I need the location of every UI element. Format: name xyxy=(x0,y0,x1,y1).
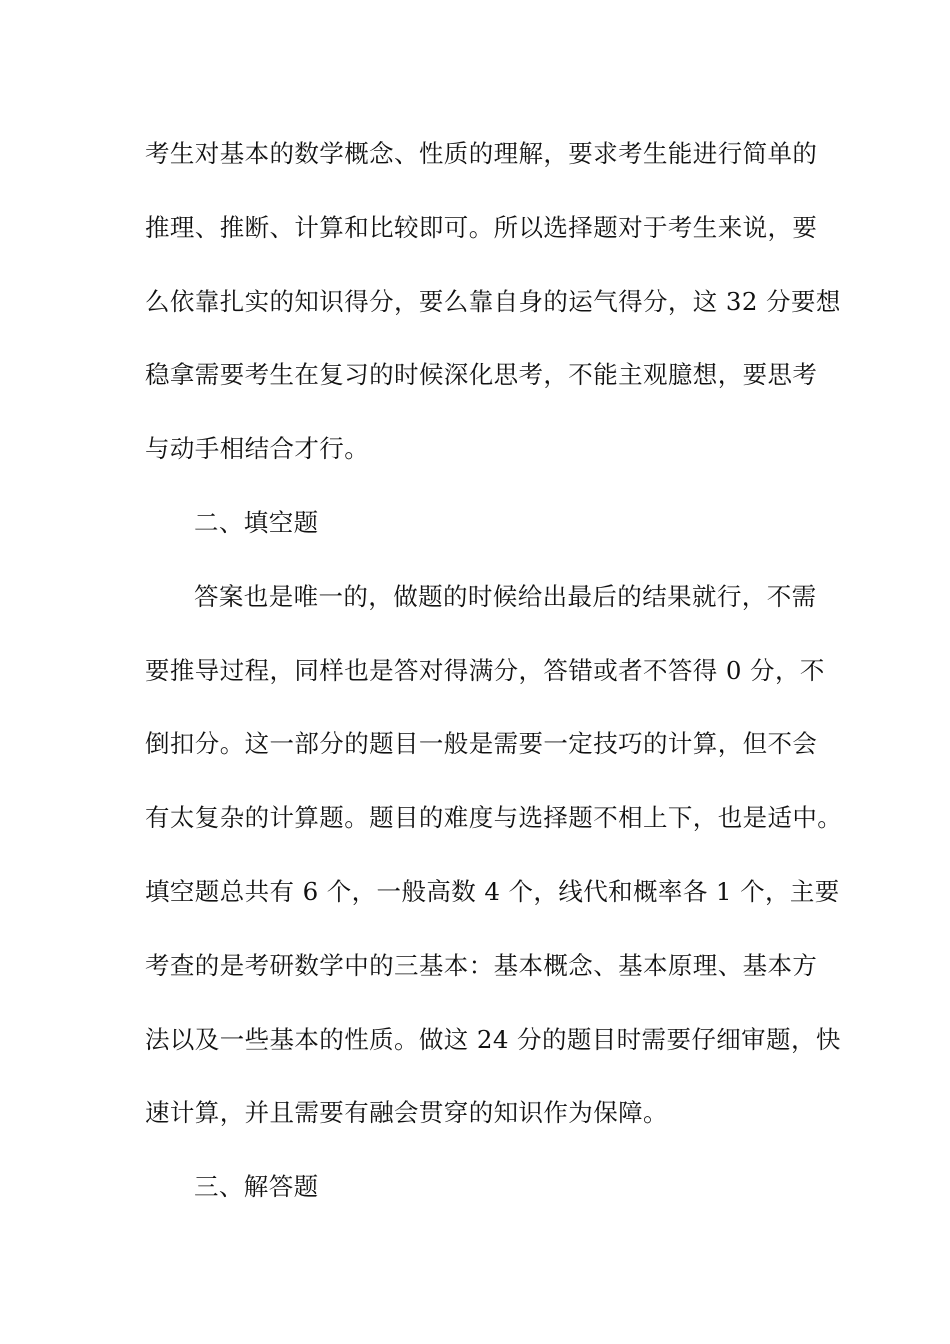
paragraph-line: 么依靠扎实的知识得分，要么靠自身的运气得分，这 32 分要想 xyxy=(145,286,841,316)
paragraph-line: 答案也是唯一的，做题的时候给出最后的结果就行，不需 xyxy=(194,581,817,611)
paragraph-line: 速计算，并且需要有融会贯穿的知识作为保障。 xyxy=(145,1098,668,1128)
paragraph-line: 与动手相结合才行。 xyxy=(145,434,370,464)
paragraph-line: 考生对基本的数学概念、性质的理解，要求考生能进行简单的 xyxy=(145,139,818,168)
paragraph-line: 推理、推断、计算和比较即可。所以选择题对于考生来说，要 xyxy=(145,212,818,242)
document-body xyxy=(145,129,843,1236)
paragraph-line: 法以及一些基本的性质。做这 24 分的题目时需要仔细审题，快 xyxy=(145,1024,841,1054)
paragraph-line: 有太复杂的计算题。题目的难度与选择题不相上下，也是适中。 xyxy=(145,803,843,833)
paragraph-line: 考查的是考研数学中的三基本：基本概念、基本原理、基本方 xyxy=(145,950,818,980)
section-heading-answer-questions: 三、解答题 xyxy=(194,1172,319,1202)
paragraph-line: 填空题总共有 6 个，一般高数 4 个，线代和概率各 1 个，主要 xyxy=(145,876,840,906)
paragraph-line: 要推导过程，同样也是答对得满分，答错或者不答得 0 分，不 xyxy=(145,655,825,685)
paragraph-line: 倒扣分。这一部分的题目一般是需要一定技巧的计算，但不会 xyxy=(145,729,818,759)
section-heading-fill-in-blank: 二、填空题 xyxy=(194,507,319,537)
paragraph-line: 稳拿需要考生在复习的时候深化思考，不能主观臆想，要思考 xyxy=(145,360,818,390)
